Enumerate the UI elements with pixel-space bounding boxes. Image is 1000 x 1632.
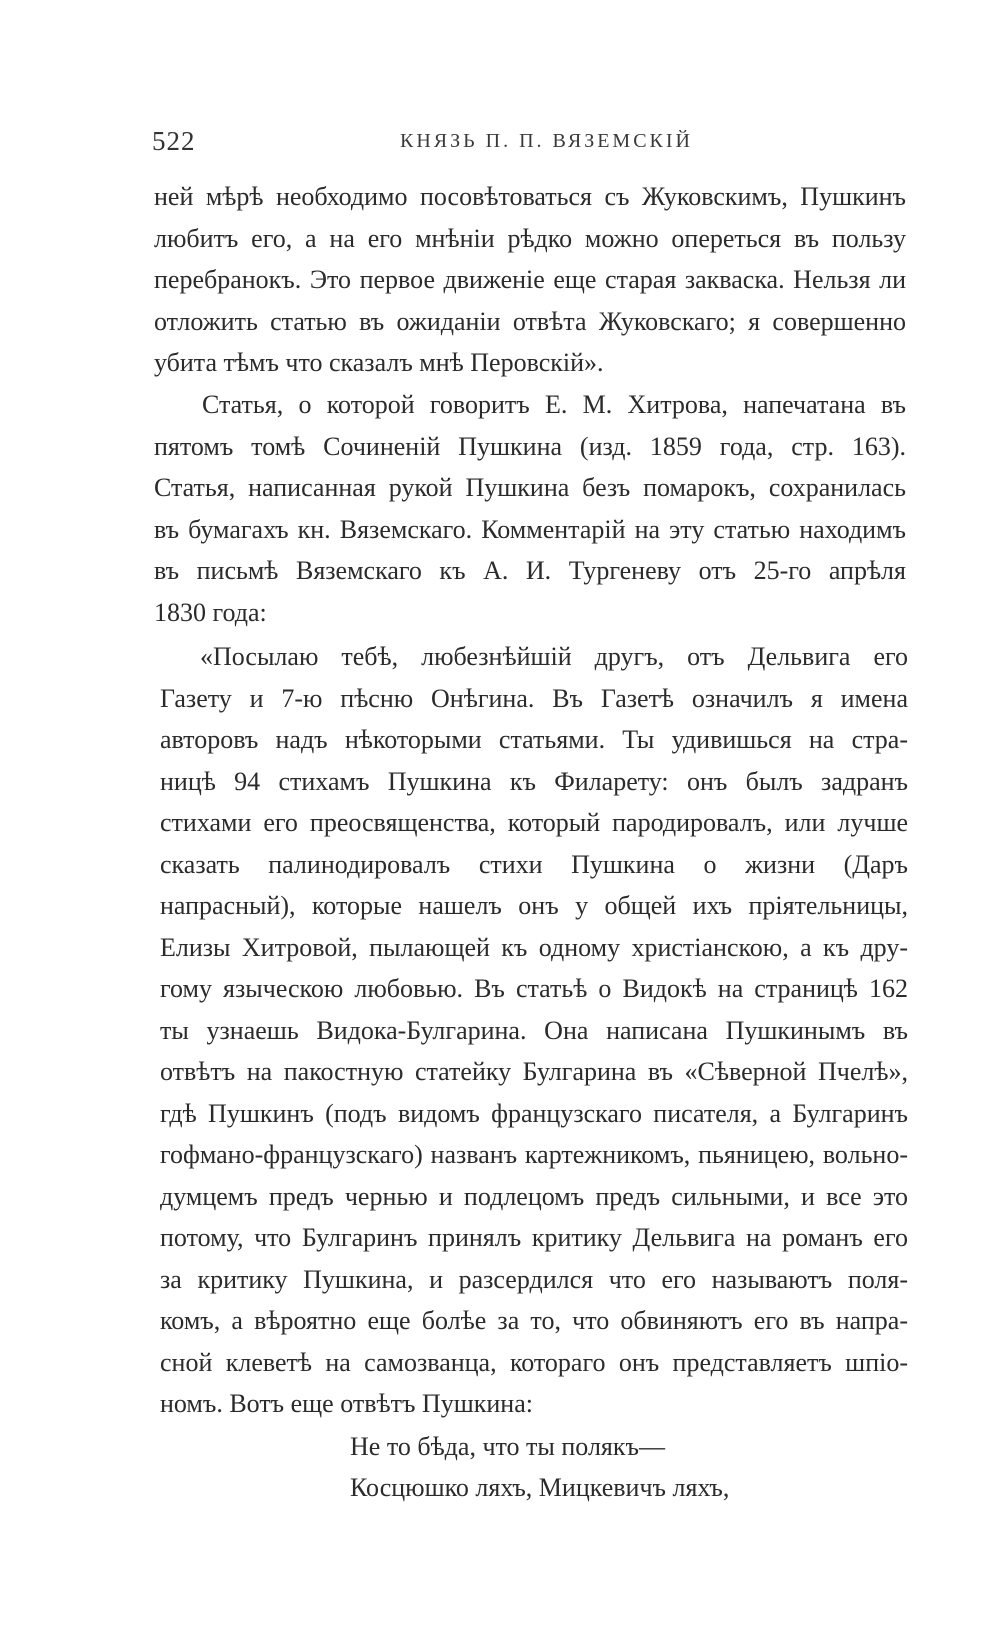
page-number: 522 xyxy=(152,126,196,156)
text-line: гдѣ Пушкинъ (подъ видомъ французскаго писателя, а Булгаринъ xyxy=(160,1098,908,1128)
running-head: КНЯЗЬ П. П. ВЯЗЕМСКІЙ xyxy=(400,130,693,152)
text-line: гофмано-французскаго) названъ картежникомъ, пьяницею, вольно- xyxy=(160,1140,908,1169)
text-line: перебранокъ. Это первое движеніе еще старая закваска. Нельзя ли xyxy=(154,265,906,294)
text-line: сказать палинодировалъ стихи Пушкина о жизни (Даръ xyxy=(160,849,908,879)
text-line: отложить статью въ ожиданіи отвѣта Жуковскаго; я совершенно xyxy=(154,306,906,336)
text-line: потому, что Булгаринъ принялъ критику Дельвига на романъ его xyxy=(160,1223,908,1252)
text-line: въ бумагахъ кн. Вяземскаго. Комментарій на эту статью находимъ xyxy=(154,514,906,544)
text-line: «Посылаю тебѣ, любезнѣйшій другъ, отъ Дельвига его xyxy=(200,642,908,671)
text-line: авторовъ надъ нѣкоторыми статьями. Ты удивишься на стра- xyxy=(160,725,908,754)
text-line: гому языческою любовью. Въ статьѣ о Видокѣ на страницѣ 162 xyxy=(160,974,908,1003)
text-line: номъ. Вотъ еще отвѣтъ Пушкина: xyxy=(160,1389,533,1418)
verse-line: Не то бѣда, что ты полякъ— xyxy=(350,1432,665,1461)
text-line: любитъ его, а на его мнѣніи рѣдко можно опереться въ пользу xyxy=(154,223,906,253)
text-line: въ письмѣ Вяземскаго къ А. И. Тургеневу отъ 25-го апрѣля xyxy=(154,556,906,585)
text-line: напрасный), которые нашелъ онъ у общей ихъ пріятельницы, xyxy=(160,891,908,920)
verse-line: Косцюшко ляхъ, Мицкевичъ ляхъ, xyxy=(350,1473,730,1502)
text-line: Статья, о которой говоритъ Е. М. Хитрова, напечатана въ xyxy=(202,390,906,419)
text-line: 1830 года: xyxy=(154,597,267,627)
text-line: Газету и 7-ю пѣсню Онѣгина. Въ Газетѣ означилъ я имена xyxy=(160,683,908,713)
text-line: ней мѣрѣ необходимо посовѣтоваться съ Жуковскимъ, Пушкинъ xyxy=(154,182,906,211)
text-line: думцемъ предъ чернью и подлецомъ предъ сильными, и все это xyxy=(160,1181,908,1211)
text-line: отвѣтъ на пакостную статейку Булгарина въ «Сѣверной Пчелѣ», xyxy=(160,1057,908,1086)
text-line: ницѣ 94 стихамъ Пушкина къ Филарету: онъ былъ задранъ xyxy=(160,766,908,796)
text-line: стихами его преосвященства, который пародировалъ, или лучше xyxy=(160,808,908,837)
text-line: за критику Пушкина, и разсердился что его называютъ поля- xyxy=(160,1264,908,1294)
text-line: убита тѣмъ что сказалъ мнѣ Перовскій». xyxy=(154,348,604,377)
text-line: пятомъ томѣ Сочиненій Пушкина (изд. 1859 года, стр. 163). xyxy=(154,431,906,461)
text-line: ты узнаешь Видока-Булгарина. Она написана Пушкинымъ въ xyxy=(160,1015,908,1045)
quoted-letter xyxy=(160,636,908,1425)
text-line: комъ, а вѣроятно еще болѣе за то, что обвиняютъ его въ напра- xyxy=(160,1306,908,1335)
paragraph-article-note xyxy=(154,384,906,633)
text-line: Елизы Хитровой, пылающей къ одному христіанскою, а къ дру- xyxy=(160,932,908,962)
text-line: сной клеветѣ на самозванца, котораго онъ представляетъ шпіо- xyxy=(160,1347,908,1377)
verse-block xyxy=(350,1426,729,1508)
paragraph-continuation xyxy=(154,176,906,384)
text-line: Статья, написанная рукой Пушкина безъ помарокъ, сохранилась xyxy=(154,473,906,502)
